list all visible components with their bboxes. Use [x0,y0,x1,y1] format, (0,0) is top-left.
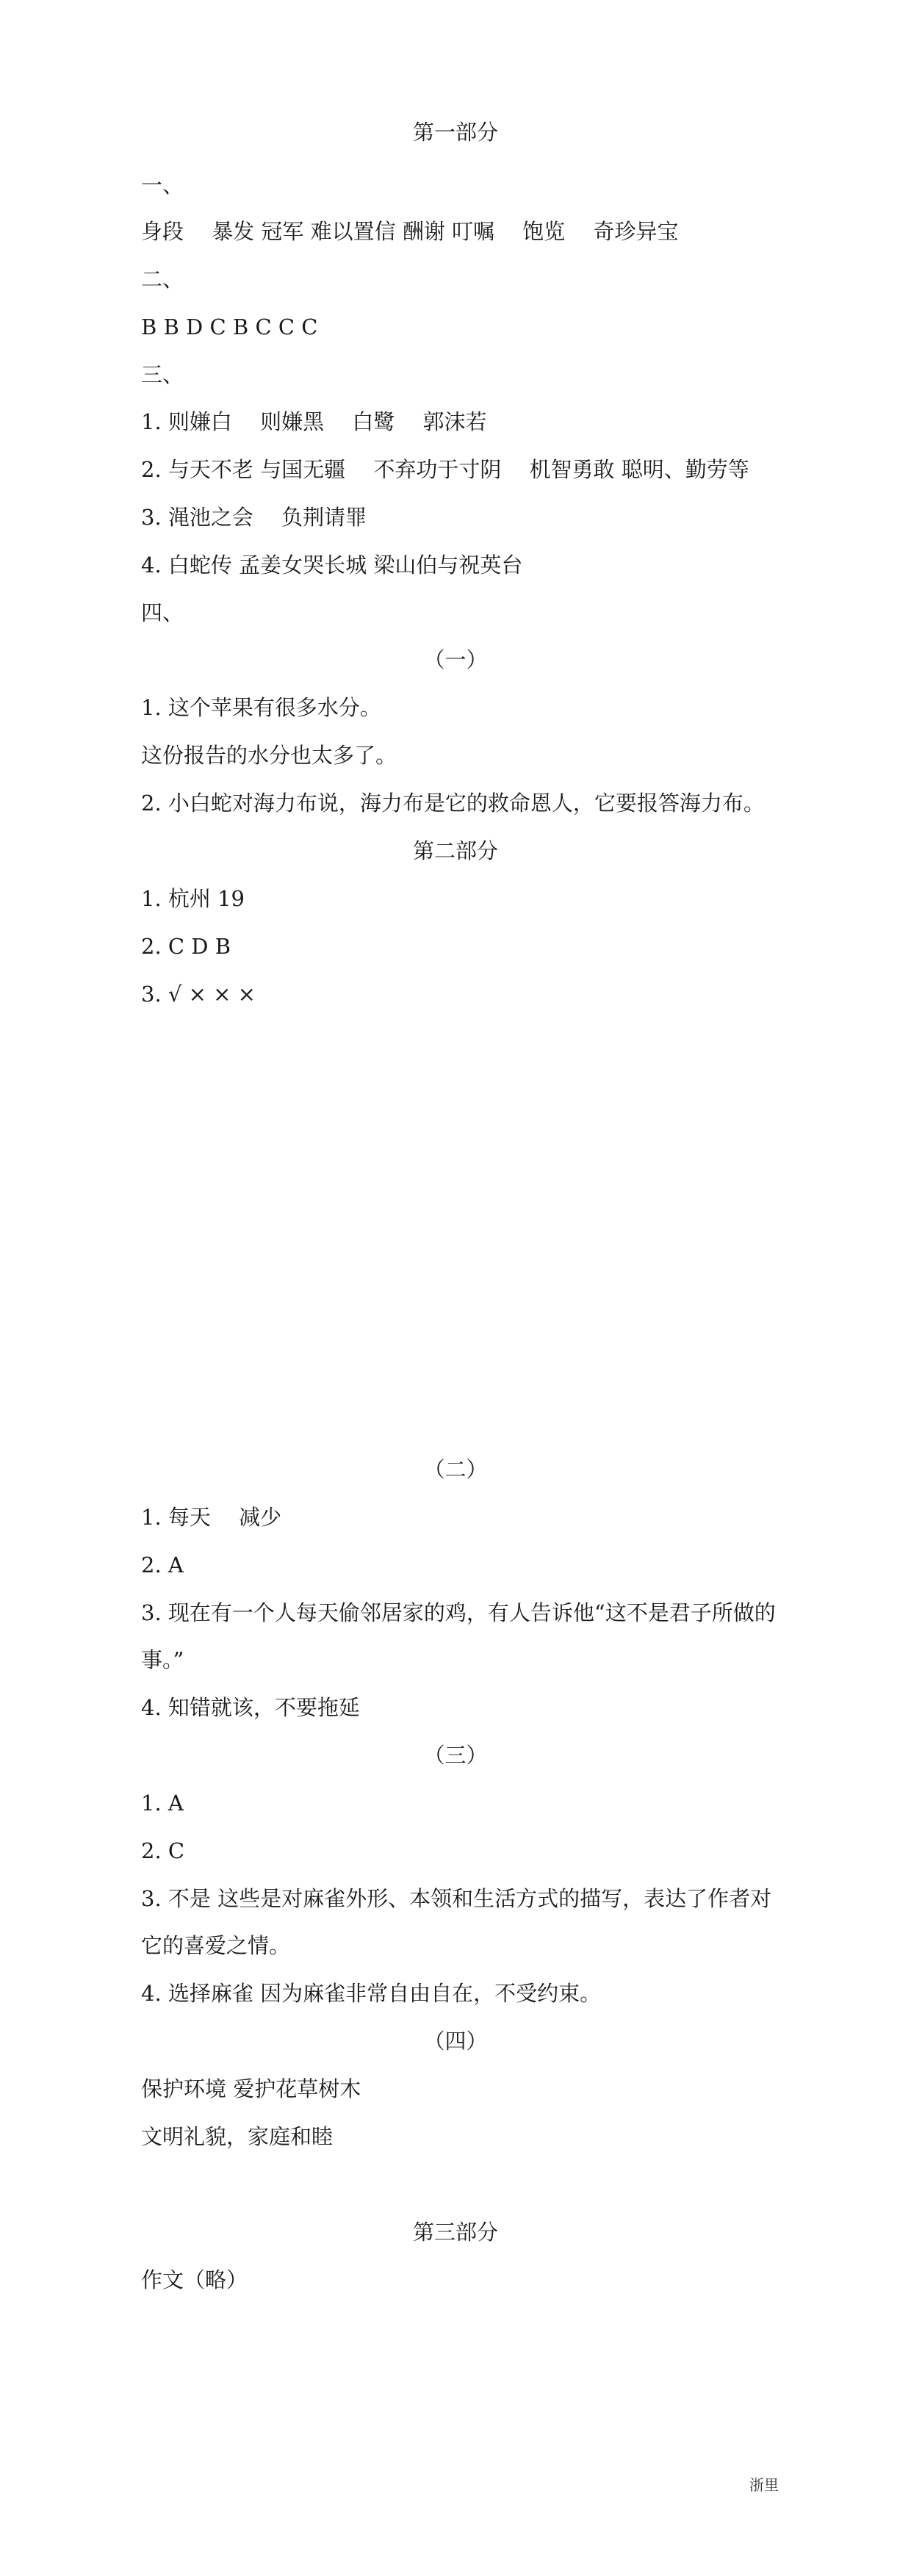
part2-item: 1. 杭州 19 [141,886,245,911]
part3-text: 作文（略） [141,2267,248,2292]
part2-item-wrapped: 3. 现在有一个人每天偷邻居家的鸡，有人告诉他“这不是君子所做的事。” [141,1600,776,1672]
part2-item: 2. C D B [141,934,231,959]
section4-item: 1. 这个苹果有很多水分。 [141,695,381,720]
section3-item: 4. 白蛇传 孟姜女哭长城 梁山伯与祝英台 [141,553,523,578]
section1-label: 一、 [141,173,184,198]
part2-item: 文明礼貌，家庭和睦 [141,2124,334,2149]
part2-subheading-3: （三） [423,1743,488,1768]
part2-item: 1. A [141,1791,184,1816]
part3-heading: 第三部分 [412,2220,498,2245]
section2-label: 二、 [141,267,184,292]
part2-item: 保护环境 爱护花草树木 [141,2076,361,2101]
part2-subheading-2: （二） [423,1457,488,1482]
section4-item: 这份报告的水分也太多了。 [141,743,397,768]
section4-subheading: （一） [423,647,488,672]
part2-item: 1. 每天 减少 [141,1505,282,1530]
section4-item: 2. 小白蛇对海力布说，海力布是它的救命恩人，它要报答海力布。 [141,791,765,816]
part2-item: 4. 选择麻雀 因为麻雀非常自由自在，不受约束。 [141,1981,602,2006]
part2-item: 2. A [141,1553,184,1577]
part2-subheading-4: （四） [423,2029,488,2054]
part1-heading: 第一部分 [412,120,498,145]
part2-item: 2. C [141,1838,185,1863]
part2-item-wrapped: 3. 不是 这些是对麻雀外形、本领和生活方式的描写，表达了作者对它的喜爱之情。 [141,1886,772,1958]
footer-mark: 浙里 [749,2476,779,2494]
section1-answers: 身段 暴发 冠军 难以置信 酬谢 叮嘱 饱览 奇珍异宝 [141,219,679,244]
section3-item: 1. 则嫌白 则嫌黑 白鹭 郭沫若 [141,409,487,434]
section3-item: 3. 渑池之会 负荆请罪 [141,505,367,530]
part2-item: 4. 知错就该，不要拖延 [141,1695,360,1720]
part2-heading: 第二部分 [412,838,498,863]
section3-item: 2. 与天不老 与国无疆 不弃功于寸阴 机智勇敢 聪明、勤劳等 [141,457,749,482]
section3-label: 三、 [141,362,184,387]
section4-label: 四、 [141,600,184,625]
part2-item: 3. √ × × × [141,982,256,1007]
section2-answers: B B D C B C C C [141,314,318,339]
